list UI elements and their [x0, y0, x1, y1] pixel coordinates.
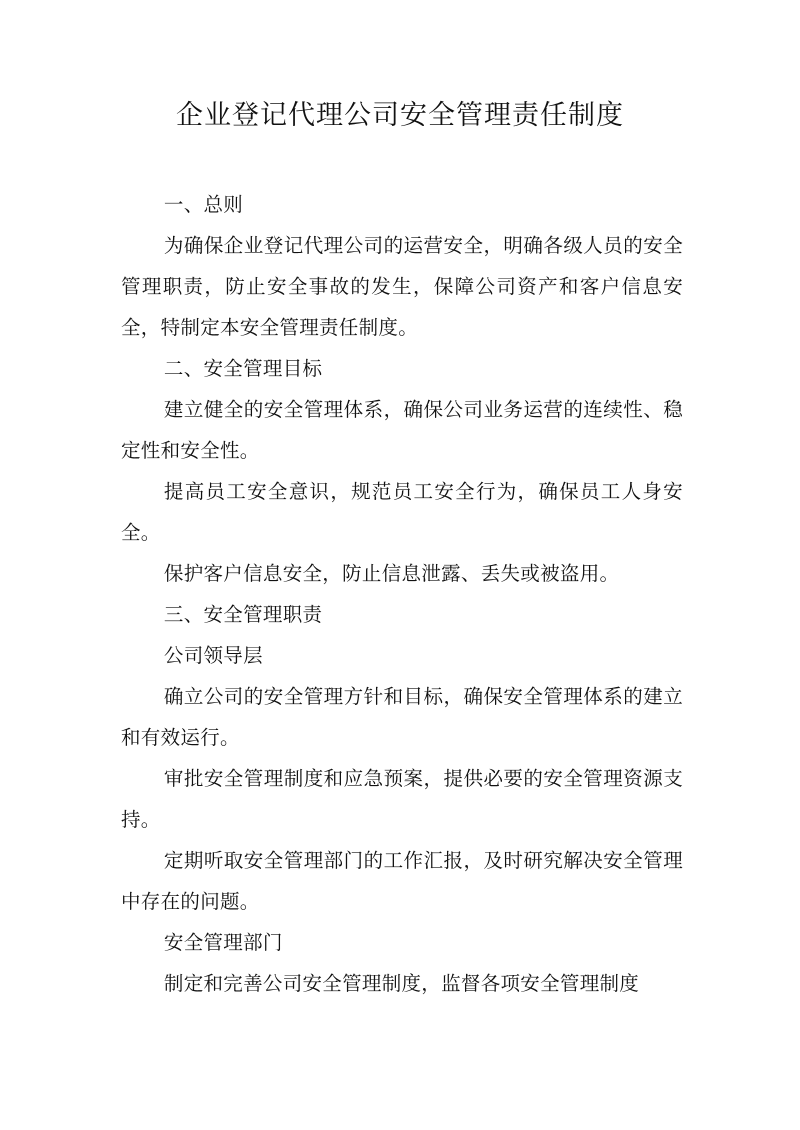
paragraph-purpose: 为确保企业登记代理公司的运营安全，明确各级人员的安全管理职责，防止安全事故的发生，保障公司资产和客户信息安全，特制定本安全管理责任制度。: [121, 234, 683, 339]
paragraph-leadership-review: 定期听取安全管理部门的工作汇报，及时研究解决安全管理中存在的问题。: [121, 849, 683, 913]
paragraph-leadership-approval: 审批安全管理制度和应急预案，提供必要的安全管理资源支持。: [121, 767, 683, 831]
paragraph-goal-staff: 提高员工安全意识，规范员工安全行为，确保员工人身安全。: [121, 480, 683, 544]
paragraph-goal-system: 建立健全的安全管理体系，确保公司业务运营的连续性、稳定性和安全性。: [121, 398, 683, 462]
paragraph-department-duties: 制定和完善公司安全管理制度，监督各项安全管理制度: [163, 972, 640, 995]
document-title: 企业登记代理公司安全管理责任制度: [176, 100, 624, 131]
section-heading-goals: 二、安全管理目标: [163, 357, 323, 380]
paragraph-goal-client-info: 保护客户信息安全，防止信息泄露、丢失或被盗用。: [163, 562, 620, 585]
paragraph-leadership-policy: 确立公司的安全管理方针和目标，确保安全管理体系的建立和有效运行。: [121, 685, 683, 749]
subheading-leadership: 公司领导层: [163, 644, 263, 667]
document-body: [121, 184, 683, 1004]
section-heading-duties: 三、安全管理职责: [163, 603, 323, 626]
subheading-safety-department: 安全管理部门: [163, 931, 283, 954]
section-heading-general: 一、总则: [163, 193, 244, 216]
